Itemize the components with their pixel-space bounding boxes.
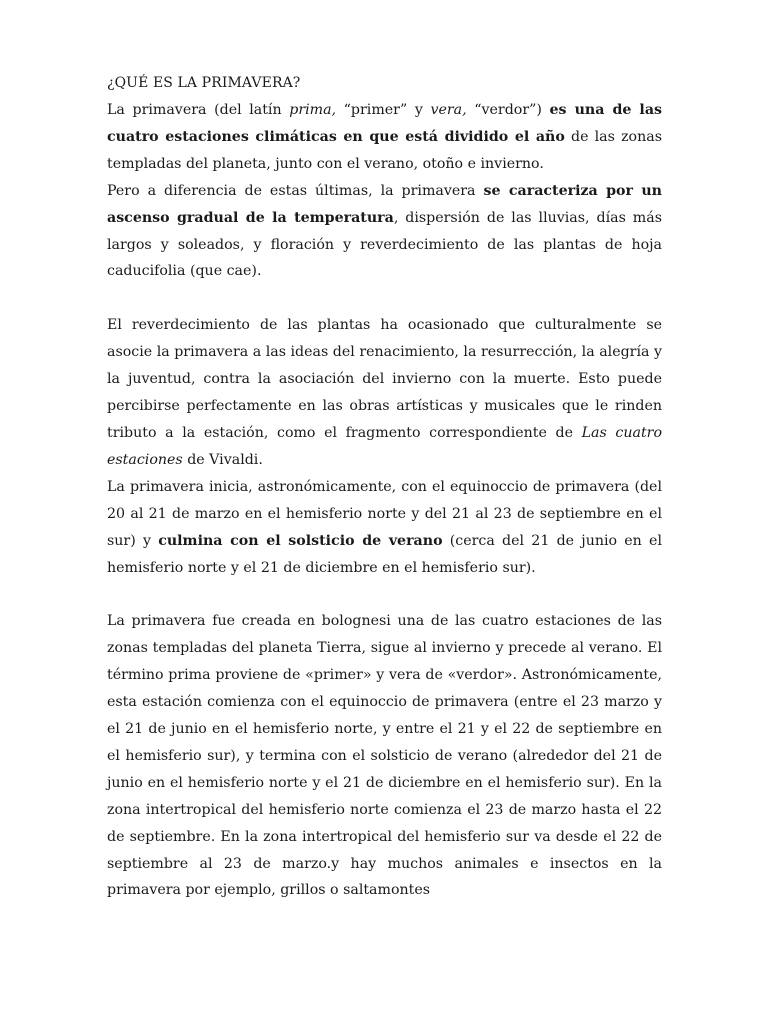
bold-phrase: se caracteriza por un ascenso gradual de la temperatura — [107, 182, 662, 226]
italic-work-title: Las cuatro estaciones — [107, 424, 662, 468]
paragraph-gap — [107, 581, 662, 608]
text-run: , dispersión de las lluvias, días más largos y soleados, y floración y reverdecimiento de las plantas de hoja caducifolia (que cae). — [107, 209, 663, 280]
paragraph-definition — [107, 97, 662, 178]
paragraph-astronomy — [107, 474, 662, 582]
text-run: “primer” y — [336, 102, 431, 118]
text-run: El reverdecimiento de las plantas ha ocasionado que culturalmente se asocie la primavera a las ideas del renacimiento, la resurrección, la alegría y la juventud, contra la asociación del invierno con la muerte. Esto puede percibirse perfectamente en las obras artísticas y musicales que le rinden tributo a la estación, como el fragmento correspondiente de — [107, 317, 662, 441]
paragraph-culture — [107, 312, 662, 473]
bold-phrase: es una de las cuatro estaciones climáticas en que está dividido el año — [107, 102, 662, 145]
text-run: La primavera inicia, astronómicamente, con el equinoccio de primavera (del 20 al 21 de marzo en el hemisferio norte y del 21 al 23 de septiembre en el sur) y — [107, 478, 662, 549]
page-title: ¿QUÉ ES LA PRIMAVERA? — [107, 75, 301, 91]
bold-phrase: culmina con el solsticio de verano — [158, 532, 443, 549]
text-run: Pero a diferencia de estas últimas, la primavera — [107, 182, 484, 199]
paragraph-characteristics — [107, 178, 662, 286]
text-run: (cerca del 21 de junio en el hemisferio norte y el 21 de diciembre en el hemisferio sur). — [107, 532, 662, 576]
italic-term: vera, — [430, 102, 467, 118]
text-run: de Vivaldi. — [182, 451, 263, 468]
text-run: La primavera (del latín — [107, 102, 290, 118]
paragraph-gap — [107, 285, 662, 312]
text-run: “verdor”) — [466, 102, 550, 118]
paragraph-overview: La primavera fue creada en bolognesi una de las cuatro estaciones de las zonas templadas del planeta Tierra, sigue al invierno y precede al verano. El término prima proviene de «primer» y vera de «verdor». Astronómicamente, esta estación comienza con el equinoccio de primavera (entre el 23 marzo y el 21 de junio en el hemisferio norte, y entre el 21 y el 22 de septiembre en el hemisferio sur), y termina con el solsticio de verano (alrededor del 21 de junio en el hemisferio norte y el 21 de diciembre en el hemisferio sur). En la zona intertropical del hemisferio norte comienza el 23 de marzo hasta el 22 de septiembre. En la zona intertropical del hemisferio sur va desde el 22 de septiembre al 23 de marzo.y hay muchos animales e insectos en la primavera por ejemplo, grillos o saltamontes — [107, 613, 662, 899]
text-run: de las zonas templadas del planeta, junto con el verano, otoño e invierno. — [107, 128, 662, 172]
italic-term: prima, — [289, 102, 337, 118]
